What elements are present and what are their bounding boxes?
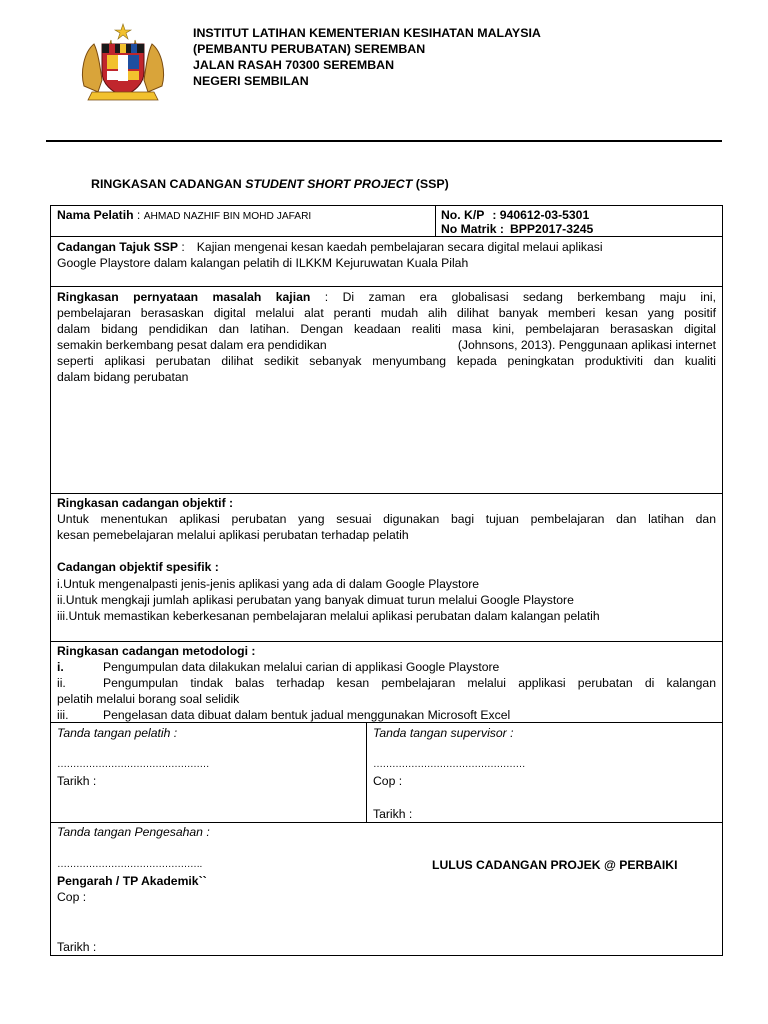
- methodology-label: Ringkasan cadangan metodologi :: [57, 644, 256, 658]
- row-divider: [50, 236, 723, 237]
- approval-signature-line[interactable]: ……………………………………….: [57, 859, 202, 870]
- column-divider: [435, 205, 436, 236]
- approval-stamp-label: Cop :: [57, 890, 87, 904]
- methodology-item-number: iii.: [57, 708, 69, 722]
- student-name-field: [57, 207, 311, 225]
- student-name-value: AHMAD NAZHIF BIN MOHD JAFARI: [143, 211, 312, 222]
- form-title: [91, 177, 449, 191]
- problem-statement-line-3: dalam bidang pendidikan dan latihan. Dengan keadaan realiti masa kini, pembelajaran berasaskan digital: [57, 322, 716, 336]
- methodology-item-text: Pengumpulan tindak balas terhadap kesan pembelajaran melalui applikasi perubatan di kalangan: [103, 676, 716, 690]
- problem-statement-line-5: seperti aplikasi perubatan dilihat sedikit sebanyak menyumbang kepada peningkatan produktiviti dan kualiti: [57, 354, 716, 368]
- specific-objective-item: iii.Untuk memastikan keberkesanan pembelajaran melalui aplikasi perubatan dalam kalangan pelatih: [57, 609, 600, 623]
- methodology-item-text: Pengumpulan data dilakukan melalui carian di applikasi Google Playstore: [103, 660, 500, 674]
- row-divider: [50, 493, 723, 494]
- supervisor-date-label: Tarikh :: [373, 807, 413, 821]
- matric-number-label: No Matrik :: [441, 222, 504, 236]
- methodology-item-continuation: pelatih melalui borang soal selidik: [57, 692, 240, 706]
- objective-label: Ringkasan cadangan objektif :: [57, 496, 234, 510]
- header-line-2: (PEMBANTU PERUBATAN) SEREMBAN: [193, 42, 426, 56]
- objective-line-2: kesan pemebelajaran melalui aplikasi perubatan terhadap pelatih: [57, 528, 409, 542]
- header-divider: [46, 140, 722, 142]
- director-label: Pengarah / TP Akademik``: [57, 874, 207, 888]
- problem-statement-separator: :: [310, 290, 329, 304]
- proposed-title-separator: :: [178, 240, 185, 254]
- row-divider: [50, 286, 723, 287]
- supervisor-signature-label: Tanda tangan supervisor :: [373, 726, 514, 740]
- problem-statement-line-6: dalam bidang perubatan: [57, 370, 189, 384]
- form-title-suffix: (SSP): [412, 177, 449, 191]
- matric-number-field: [441, 221, 593, 237]
- ic-number-label: No. K/P: [441, 208, 485, 222]
- problem-statement-label: Ringkasan pernyataan masalah kajian: [57, 290, 311, 304]
- methodology-item-number: i.: [57, 660, 64, 674]
- approval-status: LULUS CADANGAN PROJEK @ PERBAIKI: [432, 858, 678, 872]
- supervisor-stamp-label: Cop :: [373, 774, 403, 788]
- header-line-4: NEGERI SEMBILAN: [193, 74, 309, 88]
- row-divider: [50, 641, 723, 642]
- approval-date-label: Tarikh :: [57, 940, 97, 954]
- header-line-1: INSTITUT LATIHAN KEMENTERIAN KESIHATAN MALAYSIA: [193, 26, 541, 40]
- problem-statement-line-2: pembelajaran berasaskan digital melalui alat peranti mudah alih dilihat banyak memberi kesan yang positif: [57, 306, 716, 320]
- student-date-label: Tarikh :: [57, 774, 97, 788]
- institution-header: [193, 25, 541, 89]
- problem-statement-line-1: [57, 289, 716, 305]
- specific-objective-item: ii.Untuk mengkaji jumlah aplikasi perubatan yang banyak dimuat turun melalui Google Playstore: [57, 593, 574, 607]
- approval-row: [50, 822, 723, 956]
- problem-statement-line-4b: (Johnsons, 2013). Penggunaan aplikasi internet: [457, 338, 716, 352]
- specific-objective-item: i.Untuk mengenalpasti jenis-jenis aplikasi yang ada di dalam Google Playstore: [57, 577, 480, 591]
- approval-signature-label: Tanda tangan Pengesahan :: [57, 825, 210, 839]
- supervisor-signature-line[interactable]: …………………………………………: [373, 759, 525, 770]
- proposed-title-label: Cadangan Tajuk SSP: [57, 240, 178, 254]
- objective-line-1: Untuk menentukan aplikasi perubatan yang sesuai digunakan bagi tujuan pembelajaran dan latihan dan: [57, 512, 716, 526]
- form-title-prefix: RINGKASAN CADANGAN: [91, 177, 246, 191]
- methodology-item-text: Pengelasan data dibuat dalam bentuk jadual menggunakan Microsoft Excel: [103, 708, 511, 722]
- column-divider: [366, 722, 367, 823]
- student-signature-label: Tanda tangan pelatih :: [57, 726, 178, 740]
- proposed-title-field: [57, 239, 603, 255]
- proposed-title-line-2: Google Playstore dalam kalangan pelatih di ILKKM Kejuruwatan Kuala Pilah: [57, 256, 469, 270]
- header-line-3: JALAN RASAH 70300 SEREMBAN: [193, 58, 395, 72]
- proposed-title-line-1: Kajian mengenai kesan kaedah pembelajaran secara digital melaui aplikasi: [196, 240, 603, 254]
- student-name-label: Nama Pelatih: [57, 208, 134, 222]
- specific-objective-label: Cadangan objektif spesifik :: [57, 560, 219, 574]
- ic-number-value: : 940612-03-5301: [492, 208, 590, 222]
- form-title-italic: STUDENT SHORT PROJECT: [245, 177, 413, 191]
- coat-of-arms-logo: [78, 22, 168, 104]
- student-signature-line[interactable]: …………………………………………: [57, 759, 209, 770]
- problem-statement-first: Di zaman era globalisasi sedang berkembang maju ini,: [342, 290, 717, 304]
- methodology-item-number: ii.: [57, 676, 66, 690]
- matric-number-value: BPP2017-3245: [509, 222, 594, 236]
- problem-statement-line-4a: semakin berkembang pesat dalam era pendidikan: [57, 338, 327, 352]
- student-name-separator: :: [133, 208, 144, 222]
